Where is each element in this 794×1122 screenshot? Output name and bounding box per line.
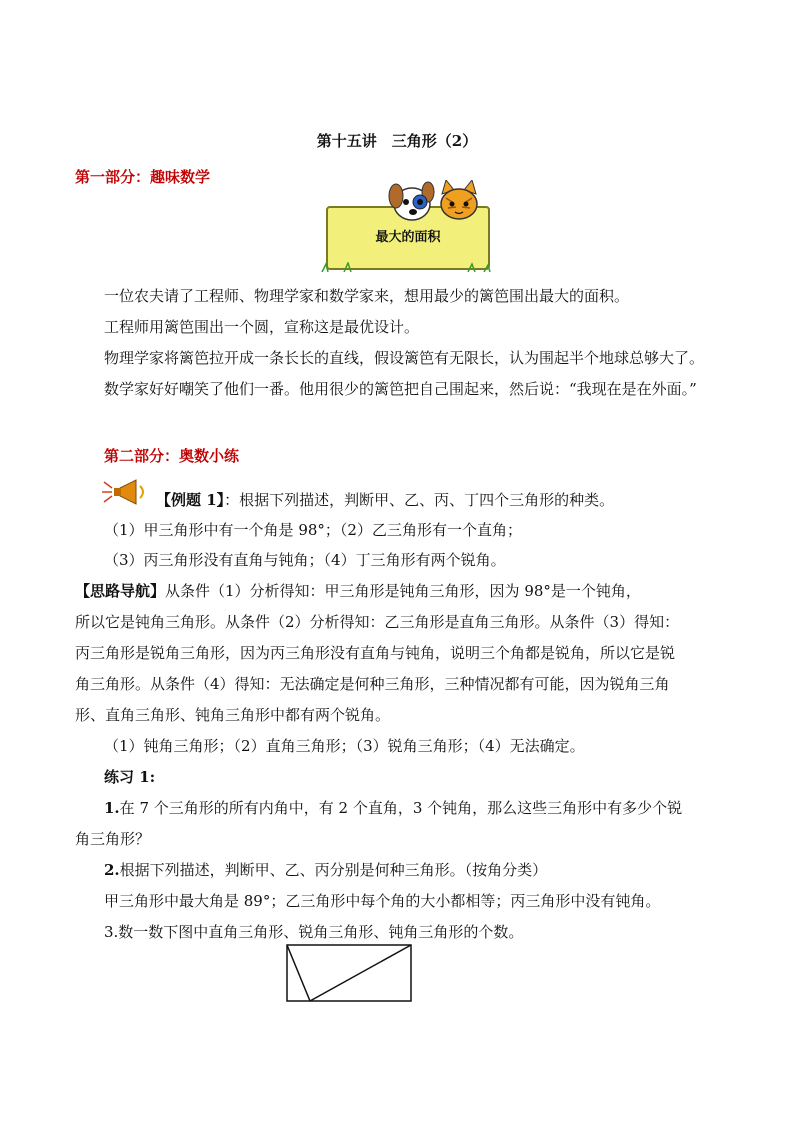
question-3: 3.数一数下图中直角三角形、锐角三角形、钝角三角形的个数。 [104,923,524,941]
guide-text: 从条件（1）分析得知：甲三角形是钝角三角形，因为 98°是一个钝角， [165,582,641,600]
question-text: 根据下列描述，判断甲、乙、丙分别是何种三角形。（按角分类） [119,861,548,879]
story-paragraph: 工程师用篱笆围出一个圆，宣称这是最优设计。 [104,318,420,336]
guide-line: 形、直角三角形、钝角三角形中都有两个锐角。 [75,706,391,724]
guide-line [75,581,641,601]
example-heading [156,490,614,510]
dog-icon [386,180,438,224]
triangle-figure [286,944,412,1002]
practice-heading: 练习 1: [104,768,156,786]
story-paragraph: 数学家好好嘲笑了他们一番。他用很少的篱笆把自己围起来，然后说：“我现在是在外面。” [104,380,697,398]
grass-decoration [318,262,494,272]
story-paragraph: 一位农夫请了工程师、物理学家和数学家来，想用最少的篱笆围出最大的面积。 [104,287,630,305]
guide-line: 角三角形。从条件（4）得知：无法确定是何种三角形，三种情况都有可能，因为锐角三角 [75,675,670,693]
question-number: 1. [104,799,120,817]
example-text: ：根据下列描述，判断甲、乙、丙、丁四个三角形的种类。 [224,491,615,509]
section-heading-fun-math: 第一部分：趣味数学 [75,168,211,186]
question-text: 在 7 个三角形的所有内角中，有 2 个直角，3 个钝角，那么这些三角形中有多少个锐 [119,799,683,817]
guide-line: 丙三角形是锐角三角形，因为丙三角形没有直角与钝角，说明三个角都是锐角，所以它是锐 [75,644,676,662]
page-title: 第十五讲 三角形（2） [316,132,478,150]
banner-graphic [318,180,494,272]
question-2 [104,860,547,880]
example-line: （3）丙三角形没有直角与钝角；（4）丁三角形有两个锐角。 [104,551,506,569]
banner-text: 最大的面积 [375,230,441,245]
example-label: 【例题 1】 [156,491,225,509]
question-2-cont: 甲三角形中最大角是 89°；乙三角形中每个角的大小都相等；丙三角形中没有钝角。 [104,892,661,910]
speaker-icon [102,478,154,506]
answer-line: （1）钝角三角形；（2）直角三角形；（3）锐角三角形；（4）无法确定。 [104,737,585,755]
example-line: （1）甲三角形中有一个角是 98°；（2）乙三角形有一个直角； [104,521,522,539]
question-1-cont: 角三角形？ [75,830,151,848]
question-number: 2. [104,861,120,879]
question-1 [104,798,682,818]
guide-line: 所以它是钝角三角形。从条件（2）分析得知：乙三角形是直角三角形。从条件（3）得知： [75,613,680,631]
story-paragraph: 物理学家将篱笆拉开成一条长长的直线，假设篱笆有无限长，认为围起半个地球总够大了。 [104,349,705,367]
section-heading-olympiad: 第二部分：奥数小练 [104,447,240,465]
cat-icon [436,180,482,224]
guide-label: 【思路导航】 [75,582,166,600]
